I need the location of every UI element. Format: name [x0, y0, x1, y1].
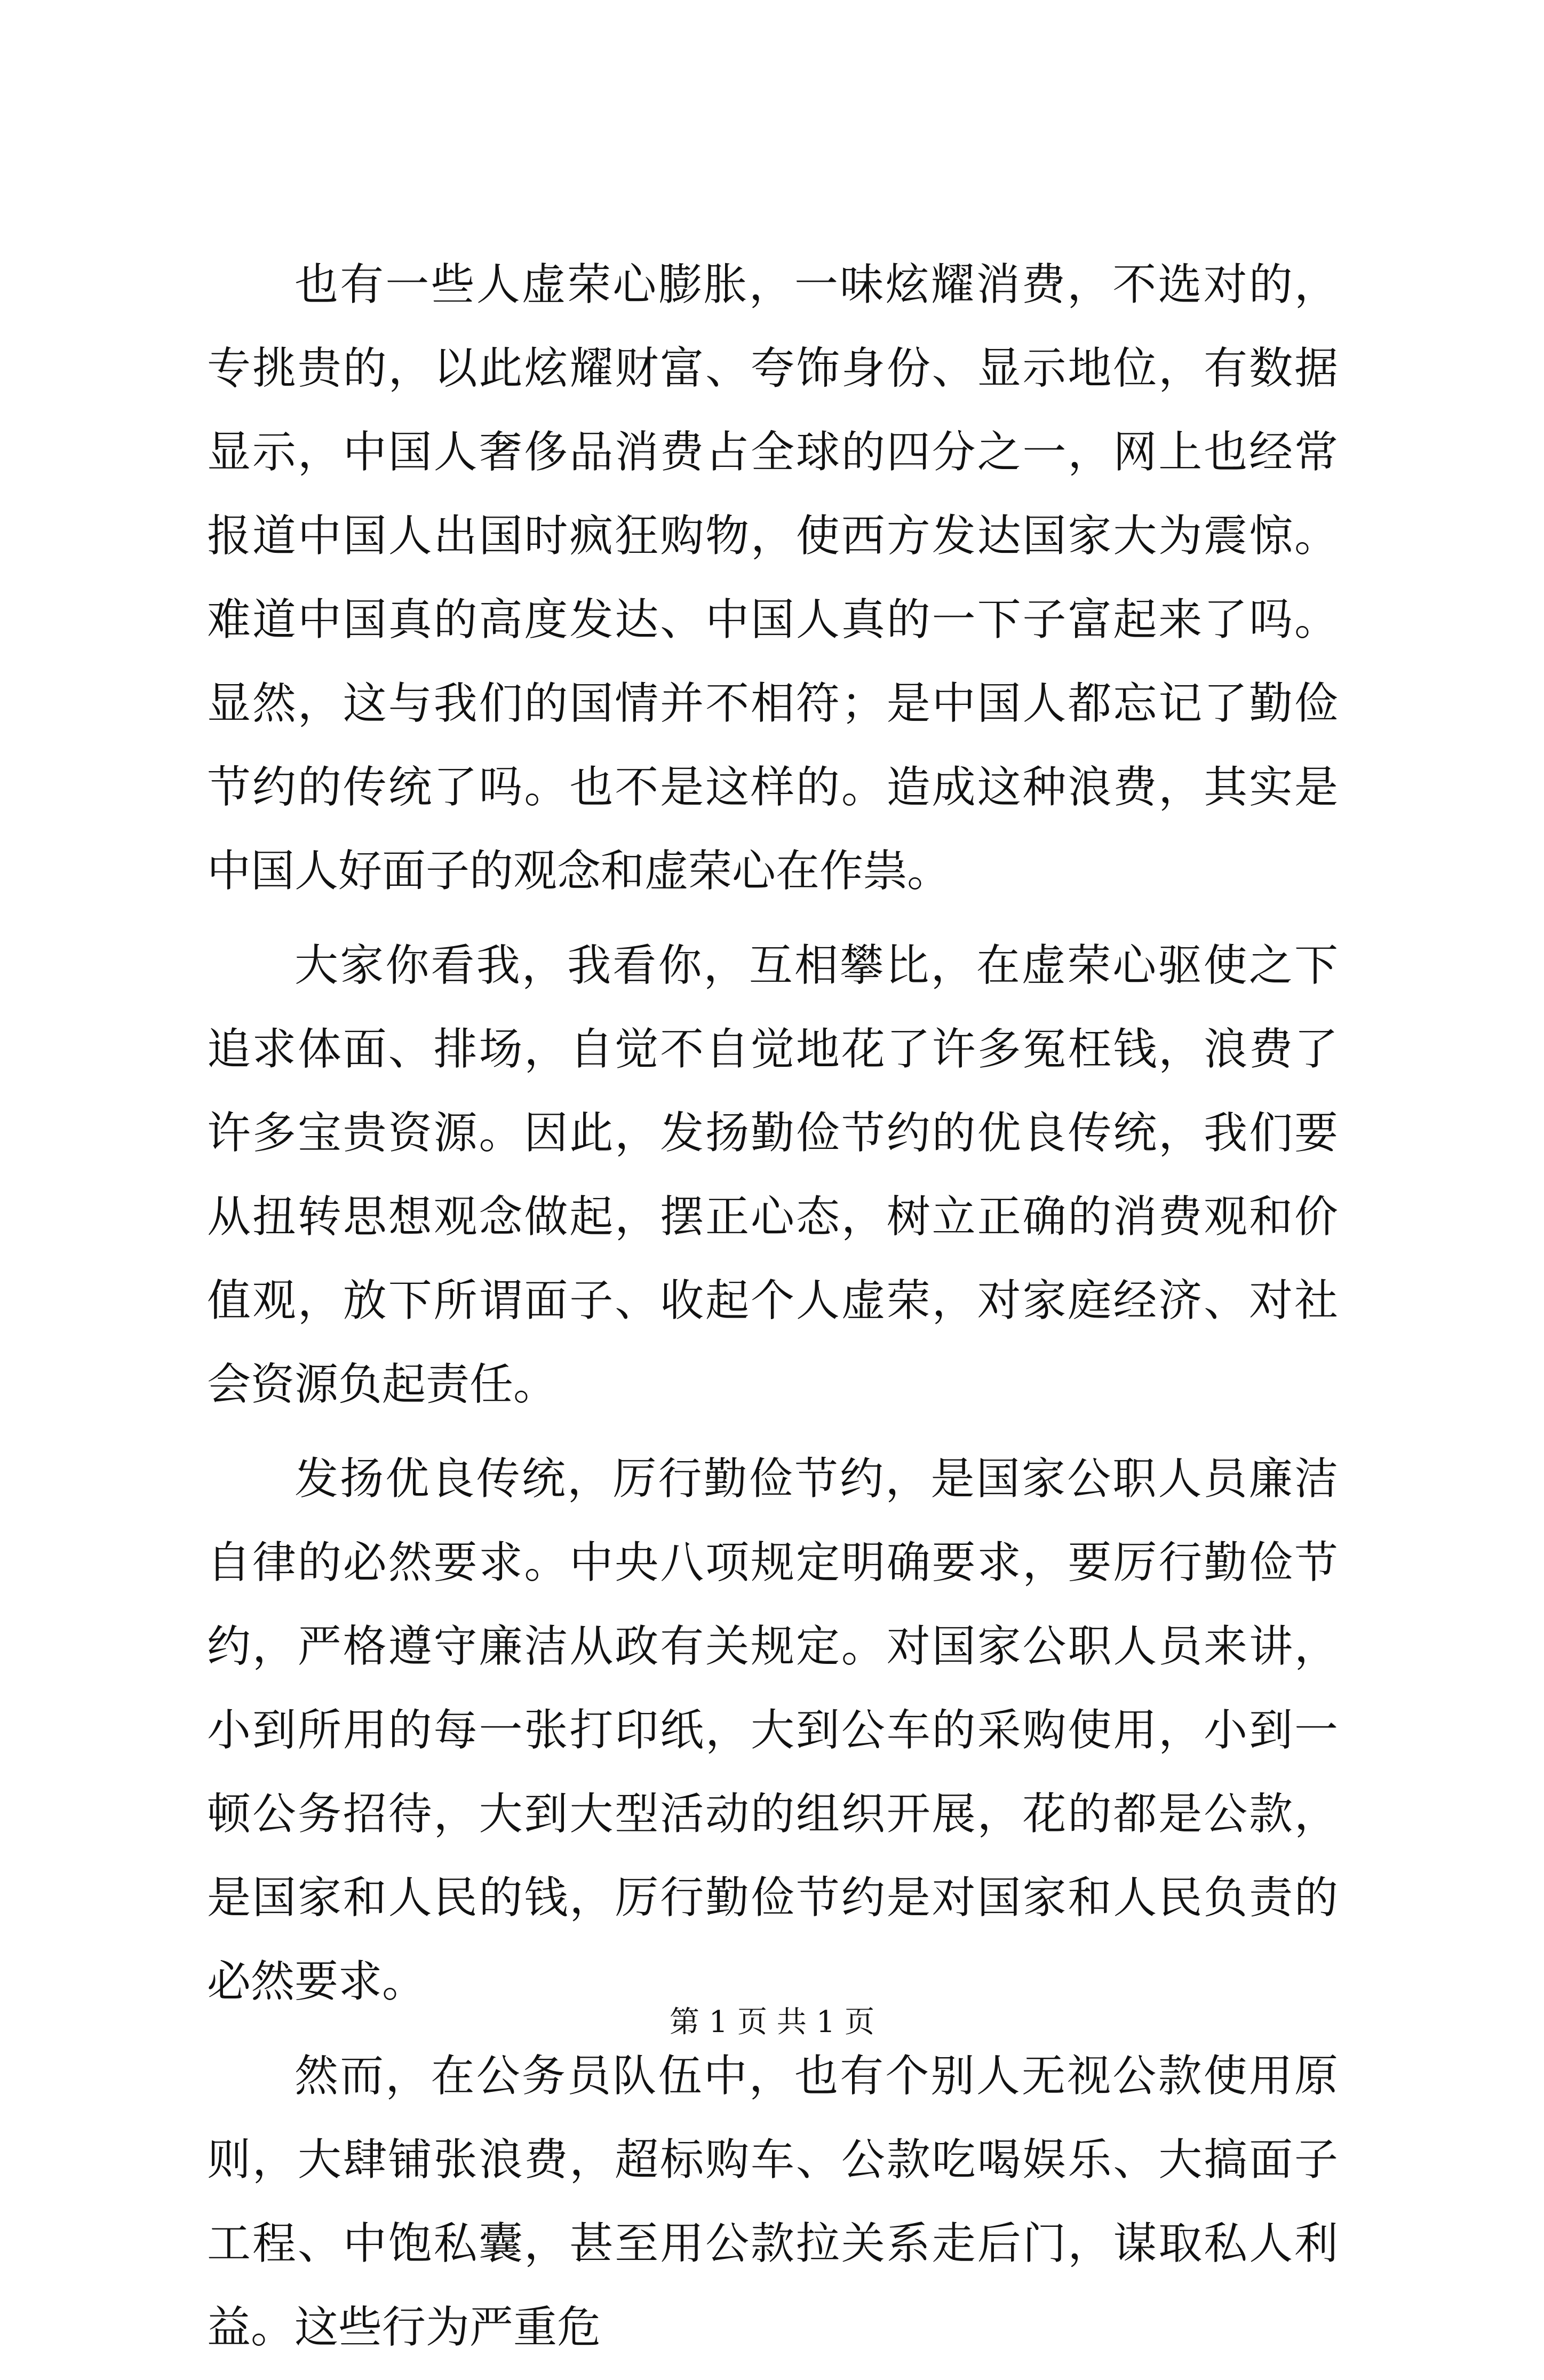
paragraph-1: 也有一些人虚荣心膨胀，一味炫耀消费，不选对的，专挑贵的，以此炫耀财富、夸饰身份、显示地位，有数据显示，中国人奢侈品消费占全球的四分之一，网上也经常报道中国人出国时疯狂购物，使西方发达国家大为震惊。难道中国真的高度发达、中国人真的一下子富起来了吗。显然，这与我们的国情并不相符；是中国人都忘记了勤俭节约的传统了吗。也不是这样的。造成这种浪费，其实是中国人好面子的观念和虚荣心在作祟。: [207, 259, 1338, 897]
paragraph-4: 然而，在公务员队伍中，也有个别人无视公款使用原则，大肆铺张浪费，超标购车、公款吃喝娱乐、大搞面子工程、中饱私囊，甚至用公款拉关系走后门，谋取私人利益。这些行为严重危: [207, 2051, 1338, 2353]
page-footer: 第 1 页 共 1 页: [669, 2005, 875, 2040]
paragraph-3: 发扬优良传统，厉行勤俭节约，是国家公职人员廉洁自律的必然要求。中央八项规定明确要求，要厉行勤俭节约，严格遵守廉洁从政有关规定。对国家公职人员来讲，小到所用的每一张打印纸，大到公车的采购使用，小到一顿公务招待，大到大型活动的组织开展，花的都是公款，是国家和人民的钱，厉行勤俭节约是对国家和人民负责的必然要求。: [207, 1454, 1338, 2007]
body-text: [207, 243, 1338, 2380]
paragraph-2: 大家你看我，我看你，互相攀比，在虚荣心驱使之下追求体面、排场，自觉不自觉地花了许多冤枉钱，浪费了许多宝贵资源。因此，发扬勤俭节约的优良传统，我们要从扭转思想观念做起，摆正心态，树立正确的消费观和价值观，放下所谓面子、收起个人虚荣，对家庭经济、对社会资源负起责任。: [207, 940, 1338, 1410]
